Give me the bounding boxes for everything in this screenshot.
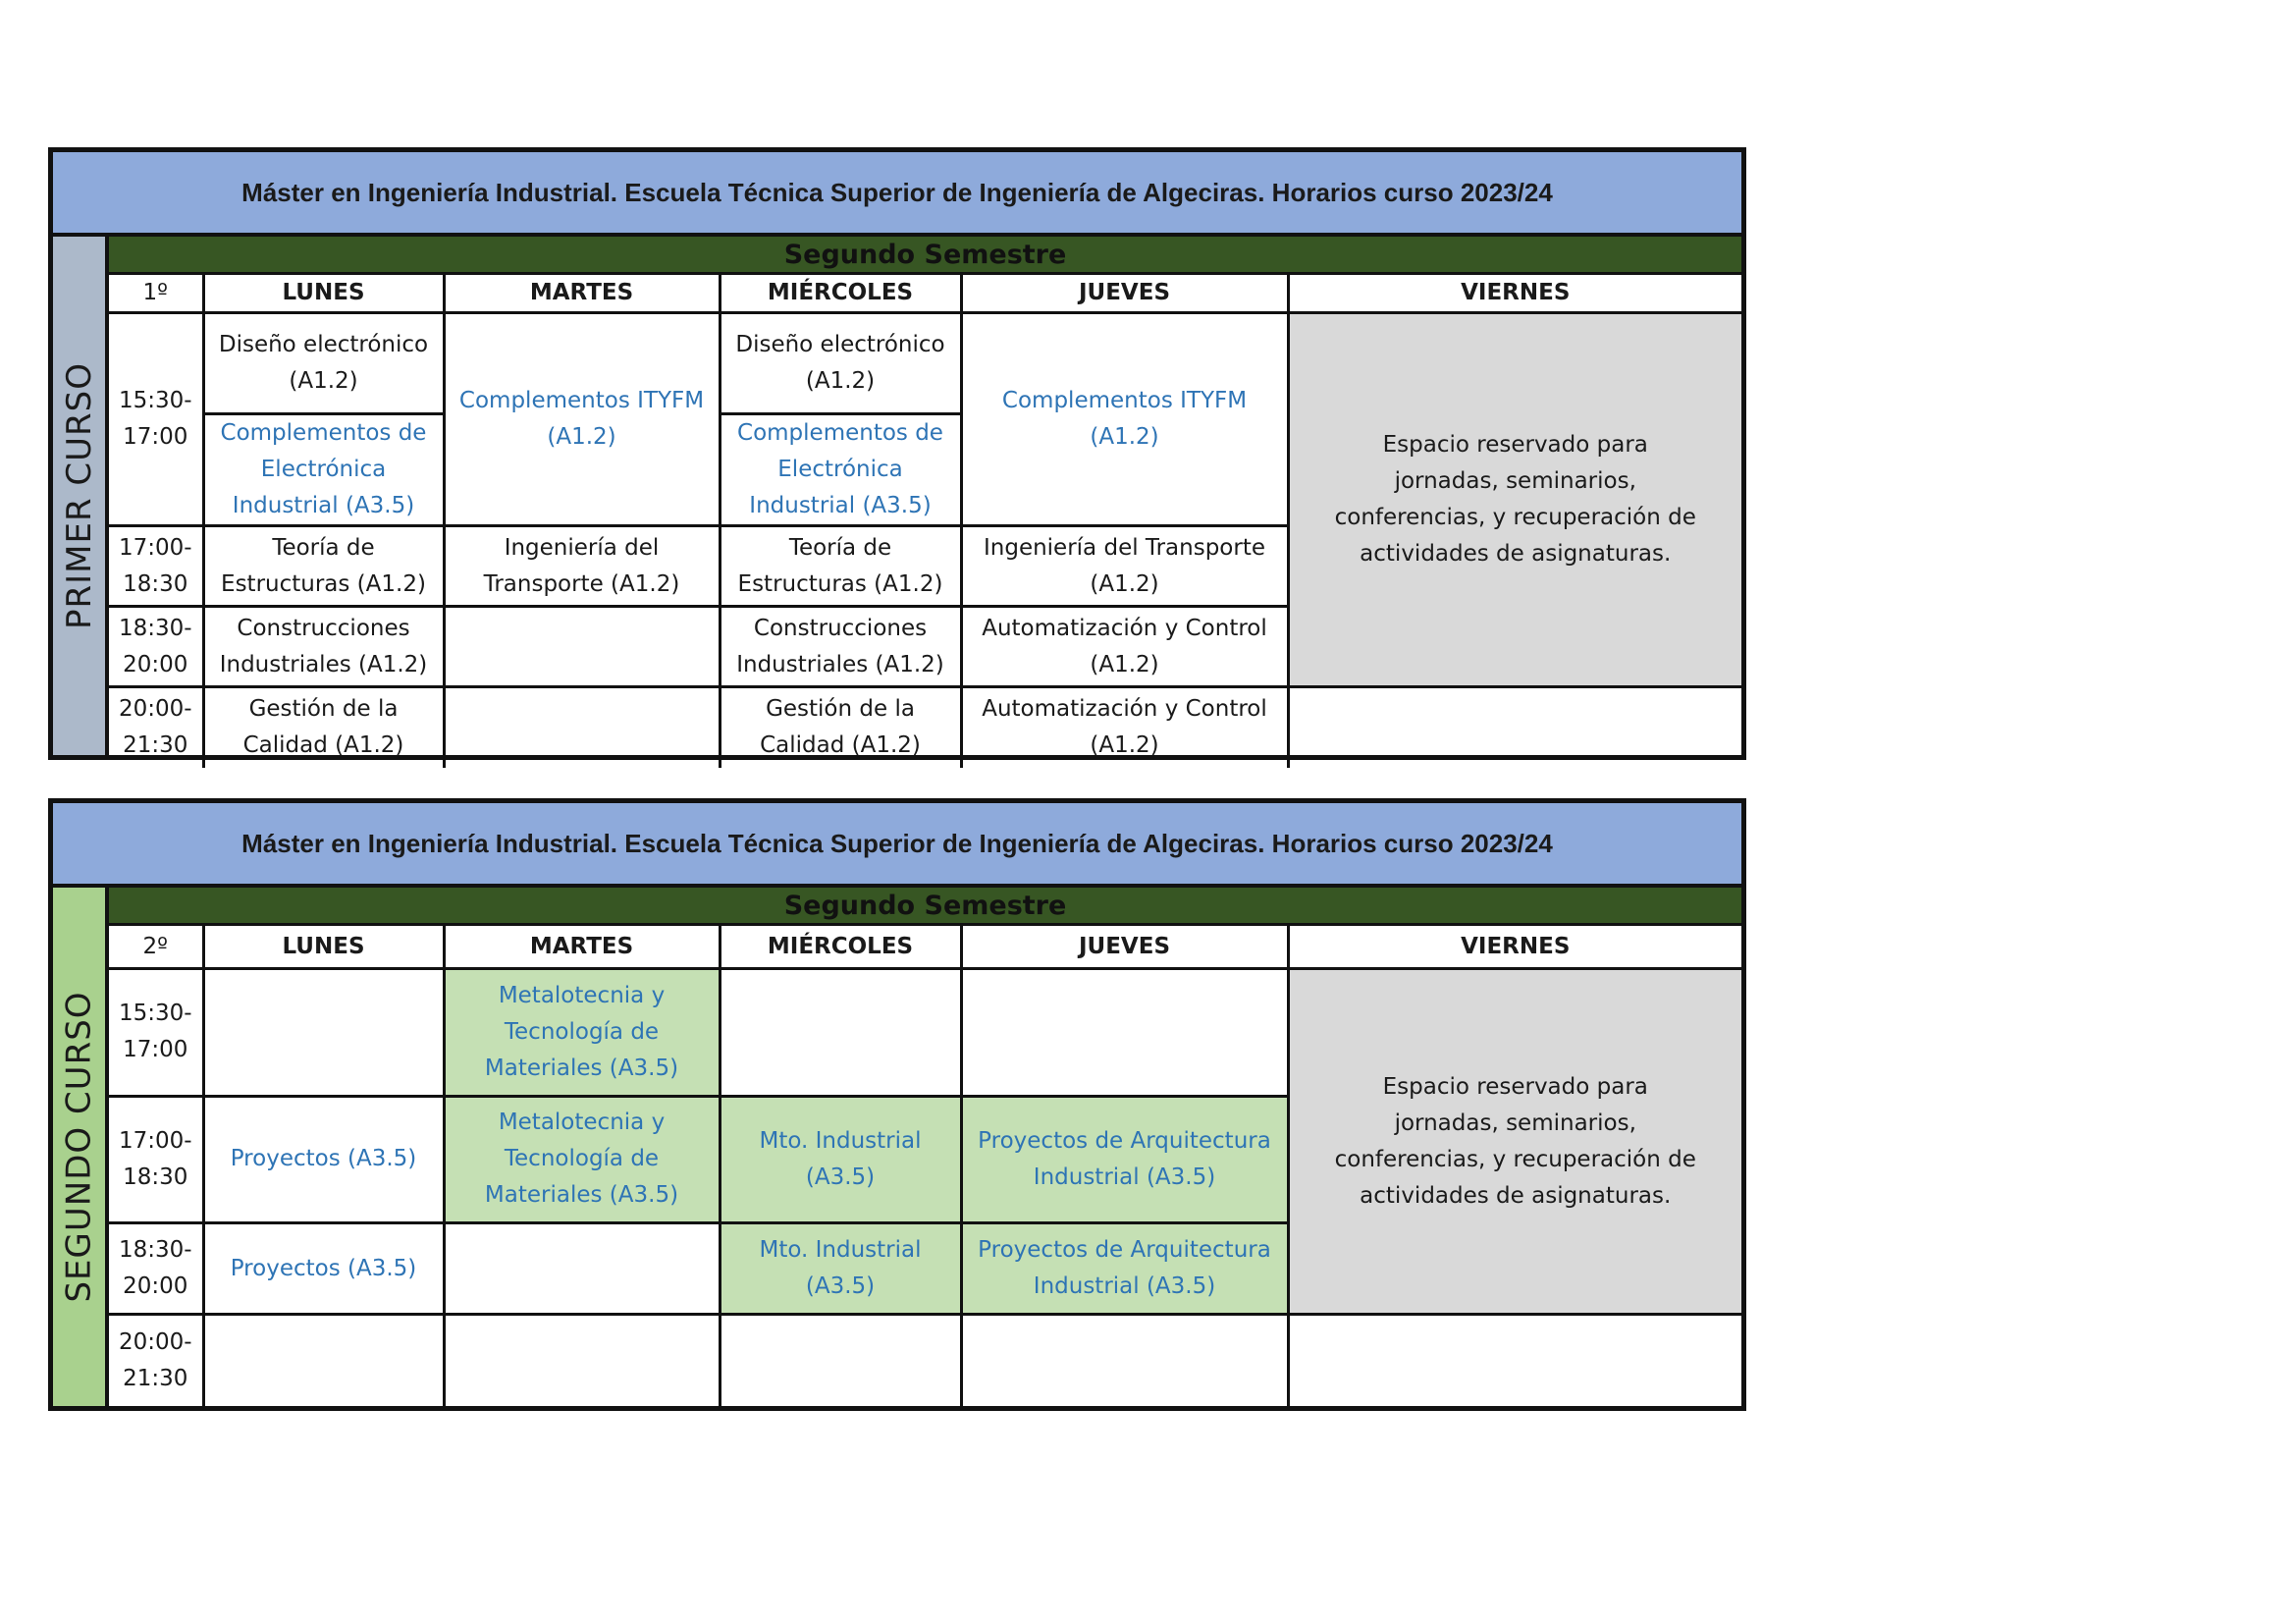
class-cell: Ingeniería del Transporte (A1.2)	[961, 526, 1288, 607]
day-header-jueves: JUEVES	[961, 926, 1288, 969]
class-cell: Proyectos de Arquitectura Industrial (A3.5)	[961, 1223, 1288, 1315]
course-number: 1º	[109, 275, 203, 313]
day-header-miercoles: MIÉRCOLES	[720, 275, 961, 313]
class-cell: Diseño electrónico (A1.2)	[203, 313, 444, 414]
schedule-first-year	[48, 147, 1746, 760]
class-cell: Proyectos (A3.5)	[203, 1096, 444, 1222]
class-cell: Mto. Industrial (A3.5)	[720, 1096, 961, 1222]
empty-cell	[444, 1223, 720, 1315]
day-header-lunes: LUNES	[203, 275, 444, 313]
day-header-martes: MARTES	[444, 275, 720, 313]
course-label-panel	[53, 888, 109, 1406]
day-header-jueves: JUEVES	[961, 275, 1288, 313]
course-label-panel	[53, 237, 109, 755]
empty-cell	[444, 1315, 720, 1406]
empty-cell	[961, 969, 1288, 1096]
class-cell: Complementos de Electrónica Industrial (A3.5)	[203, 414, 444, 526]
day-header-miercoles: MIÉRCOLES	[720, 926, 961, 969]
class-cell: Construcciones Industriales (A1.2)	[203, 607, 444, 687]
time-slot: 20:00- 21:30	[109, 687, 203, 768]
time-slot: 17:00- 18:30	[109, 526, 203, 607]
course-number: 2º	[109, 926, 203, 969]
class-cell: Diseño electrónico (A1.2)	[720, 313, 961, 414]
time-slot: 15:30- 17:00	[109, 969, 203, 1096]
empty-cell	[444, 687, 720, 768]
class-cell: Complementos ITYFM (A1.2)	[961, 313, 1288, 526]
empty-cell	[203, 969, 444, 1096]
empty-cell	[444, 607, 720, 687]
day-header-viernes: VIERNES	[1288, 275, 1741, 313]
course-label: SEGUNDO CURSO	[59, 991, 99, 1303]
day-header-martes: MARTES	[444, 926, 720, 969]
class-cell: Construcciones Industriales (A1.2)	[720, 607, 961, 687]
empty-cell	[1288, 1315, 1741, 1406]
empty-cell	[720, 1315, 961, 1406]
time-slot: 17:00- 18:30	[109, 1096, 203, 1222]
schedule-second-year	[48, 798, 1746, 1411]
class-cell: Complementos ITYFM (A1.2)	[444, 313, 720, 526]
day-header-viernes: VIERNES	[1288, 926, 1741, 969]
class-cell: Automatización y Control (A1.2)	[961, 687, 1288, 768]
schedule-title: Máster en Ingeniería Industrial. Escuela Técnica Superior de Ingeniería de Algeciras. Horarios curso 2023/24	[53, 152, 1741, 237]
semester-header: Segundo Semestre	[109, 237, 1741, 275]
time-slot: 15:30- 17:00	[109, 313, 203, 526]
empty-cell	[720, 969, 961, 1096]
class-cell: Gestión de la Calidad (A1.2)	[720, 687, 961, 768]
class-cell: Complementos de Electrónica Industrial (A3.5)	[720, 414, 961, 526]
class-cell: Metalotecnia y Tecnología de Materiales (A3.5)	[444, 1096, 720, 1222]
timetable	[109, 926, 1741, 1406]
course-label: PRIMER CURSO	[59, 362, 99, 629]
class-cell: Gestión de la Calidad (A1.2)	[203, 687, 444, 768]
empty-cell	[1288, 687, 1741, 768]
class-cell: Proyectos de Arquitectura Industrial (A3.5)	[961, 1096, 1288, 1222]
class-cell: Ingeniería del Transporte (A1.2)	[444, 526, 720, 607]
class-cell: Proyectos (A3.5)	[203, 1223, 444, 1315]
schedule-title: Máster en Ingeniería Industrial. Escuela Técnica Superior de Ingeniería de Algeciras. Horarios curso 2023/24	[53, 803, 1741, 888]
semester-header: Segundo Semestre	[109, 888, 1741, 926]
empty-cell	[961, 1315, 1288, 1406]
reserved-space-cell: Espacio reservado para jornadas, seminarios, conferencias, y recuperación de actividades de asignaturas.	[1288, 313, 1741, 687]
reserved-space-cell: Espacio reservado para jornadas, seminarios, conferencias, y recuperación de actividades de asignaturas.	[1288, 969, 1741, 1315]
time-slot: 18:30- 20:00	[109, 607, 203, 687]
class-cell: Automatización y Control (A1.2)	[961, 607, 1288, 687]
time-slot: 18:30- 20:00	[109, 1223, 203, 1315]
class-cell: Teoría de Estructuras (A1.2)	[720, 526, 961, 607]
class-cell: Mto. Industrial (A3.5)	[720, 1223, 961, 1315]
day-header-lunes: LUNES	[203, 926, 444, 969]
time-slot: 20:00- 21:30	[109, 1315, 203, 1406]
timetable	[109, 275, 1741, 768]
class-cell: Teoría de Estructuras (A1.2)	[203, 526, 444, 607]
empty-cell	[203, 1315, 444, 1406]
class-cell: Metalotecnia y Tecnología de Materiales (A3.5)	[444, 969, 720, 1096]
